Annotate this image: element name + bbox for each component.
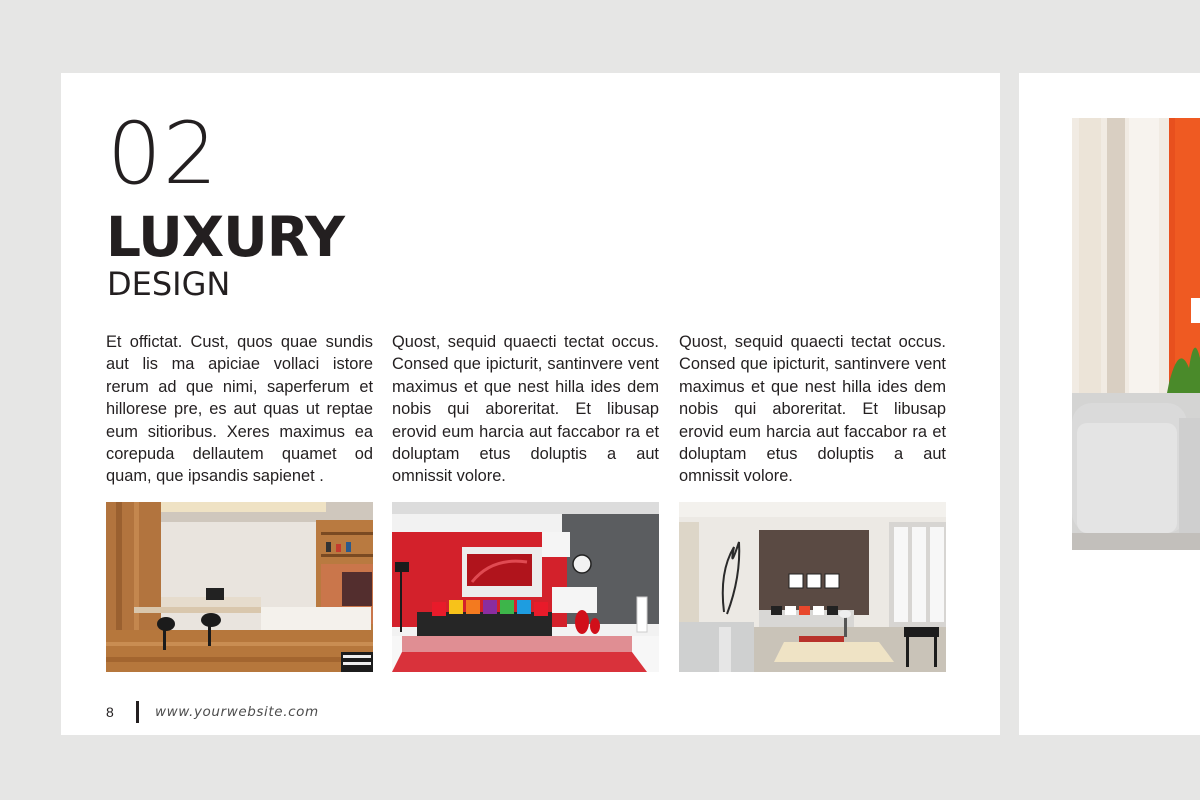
- text-column-3: Quost, sequid quaecti tectat occus. Consed que ipicturit, santinvere vent maximus et que nest hilla ides dem nobis qui aboreritat. Et libusap erovid eum harcia aut faccabor ra et doluptam etus doluptis a aut omnissit volore.: [679, 333, 946, 486]
- brochure-page: [61, 73, 1000, 735]
- next-page-preview: [1019, 73, 1200, 735]
- text-column-2: Quost, sequid quaecti tectat occus. Consed que ipicturit, santinvere vent maximus et que nest hilla ides dem nobis qui aboreritat. Et libusap erovid eum harcia aut faccabor ra et doluptam etus doluptis a aut omnissit volore.: [392, 333, 659, 486]
- footer-divider: [136, 701, 139, 723]
- website-url: www.yourwebsite.com: [155, 704, 319, 720]
- brown-living-room-photo: [679, 502, 946, 672]
- wood-office-interior-photo: [106, 502, 373, 672]
- text-column-1: Et offictat. Cust, quos quae sundis aut lis ma apiciae vollaci istore rerum ad que nimi, saperferum et hillorese pre, es aut quas ut reptae eum sitioribus. Xeres maximus ea corepuda dellautem quamet od quam, que ipsandis sapienet .: [106, 333, 373, 486]
- page-title: LUXURY: [106, 205, 344, 269]
- red-living-room-photo: [392, 502, 659, 672]
- page-number: 8: [106, 704, 114, 720]
- page-subtitle: DESIGN: [107, 265, 231, 303]
- next-page-photo: [1072, 118, 1200, 550]
- section-number: 02: [107, 104, 219, 204]
